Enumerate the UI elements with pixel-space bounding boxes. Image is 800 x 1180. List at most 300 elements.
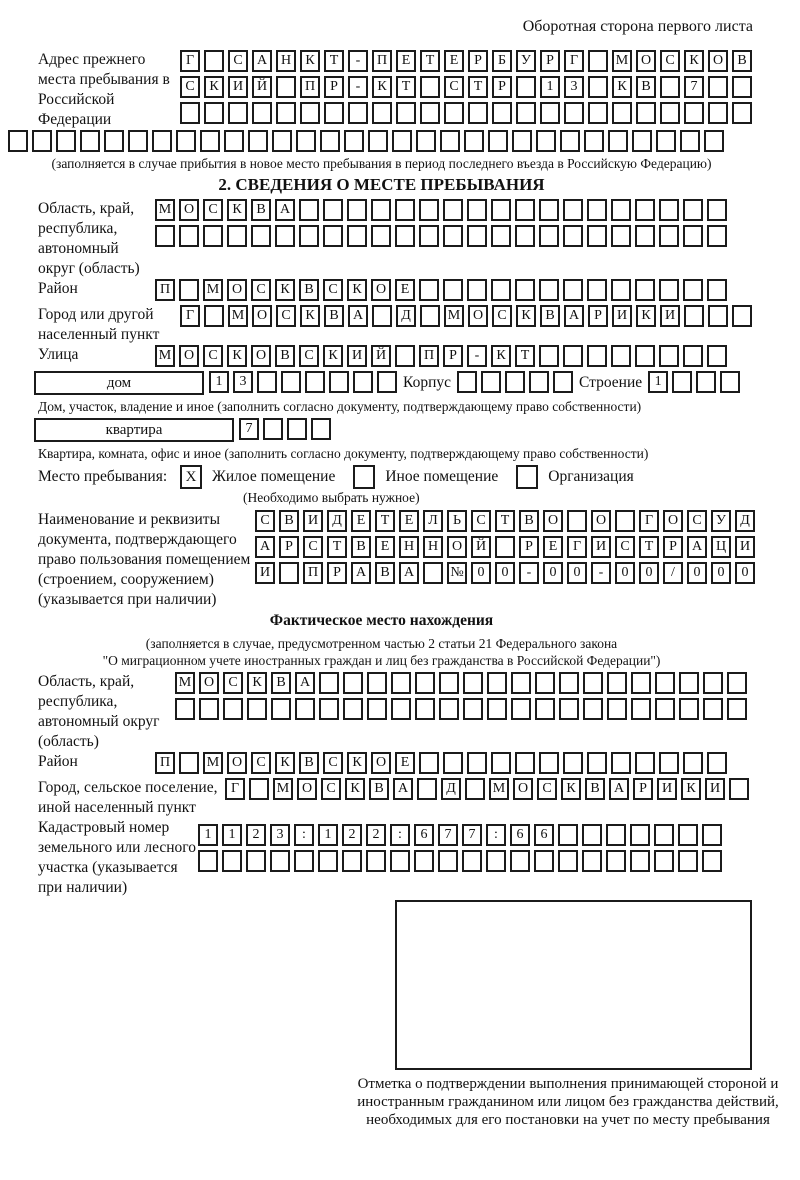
char-cell[interactable]: 0 [543, 562, 563, 584]
char-cell[interactable]: Р [588, 305, 608, 327]
char-cell[interactable]: 1 [648, 371, 668, 393]
char-cell[interactable]: Т [396, 76, 416, 98]
char-cell[interactable]: Р [540, 50, 560, 72]
char-cell[interactable]: В [369, 778, 389, 800]
char-cell[interactable] [179, 225, 199, 247]
char-cell[interactable]: А [351, 562, 371, 584]
char-cell[interactable]: 3 [270, 824, 290, 846]
char-cell[interactable] [558, 850, 578, 872]
char-cell[interactable] [659, 279, 679, 301]
char-cell[interactable]: 2 [366, 824, 386, 846]
char-cell[interactable]: 6 [414, 824, 434, 846]
char-cell[interactable]: К [491, 345, 511, 367]
char-cell[interactable] [481, 371, 501, 393]
char-cell[interactable] [263, 418, 283, 440]
char-cell[interactable] [630, 824, 650, 846]
char-cell[interactable]: 7 [438, 824, 458, 846]
char-cell[interactable]: Н [399, 536, 419, 558]
char-cell[interactable] [684, 102, 704, 124]
char-cell[interactable] [611, 279, 631, 301]
char-cell[interactable] [679, 698, 699, 720]
char-cell[interactable] [680, 130, 700, 152]
char-cell[interactable] [279, 562, 299, 584]
char-cell[interactable]: П [155, 279, 175, 301]
char-cell[interactable] [707, 345, 727, 367]
char-cell[interactable] [198, 850, 218, 872]
char-cell[interactable] [204, 305, 224, 327]
char-cell[interactable] [463, 672, 483, 694]
char-cell[interactable] [707, 225, 727, 247]
char-cell[interactable] [420, 76, 440, 98]
char-cell[interactable]: П [372, 50, 392, 72]
char-cell[interactable]: А [564, 305, 584, 327]
char-cell[interactable] [391, 672, 411, 694]
char-cell[interactable] [128, 130, 148, 152]
char-cell[interactable] [32, 130, 52, 152]
char-cell[interactable]: : [294, 824, 314, 846]
char-cell[interactable] [248, 130, 268, 152]
char-cell[interactable] [654, 824, 674, 846]
char-cell[interactable]: Е [399, 510, 419, 532]
char-cell[interactable] [635, 225, 655, 247]
char-cell[interactable]: С [323, 279, 343, 301]
char-cell[interactable] [515, 279, 535, 301]
char-cell[interactable]: С [492, 305, 512, 327]
char-cell[interactable] [635, 752, 655, 774]
char-cell[interactable] [539, 752, 559, 774]
char-cell[interactable]: К [347, 279, 367, 301]
char-cell[interactable]: О [591, 510, 611, 532]
char-cell[interactable] [536, 130, 556, 152]
char-cell[interactable]: В [271, 672, 291, 694]
char-cell[interactable] [155, 225, 175, 247]
char-cell[interactable] [659, 752, 679, 774]
char-cell[interactable] [227, 225, 247, 247]
char-cell[interactable]: Р [519, 536, 539, 558]
char-cell[interactable] [366, 850, 386, 872]
char-cell[interactable] [510, 850, 530, 872]
char-cell[interactable] [439, 698, 459, 720]
char-cell[interactable]: М [203, 752, 223, 774]
char-cell[interactable]: К [275, 752, 295, 774]
char-cell[interactable] [515, 752, 535, 774]
char-cell[interactable]: О [447, 536, 467, 558]
char-cell[interactable]: 1 [540, 76, 560, 98]
char-cell[interactable] [323, 225, 343, 247]
char-cell[interactable]: К [372, 76, 392, 98]
char-cell[interactable] [463, 698, 483, 720]
char-cell[interactable] [535, 672, 555, 694]
char-cell[interactable] [635, 345, 655, 367]
char-cell[interactable] [223, 698, 243, 720]
char-cell[interactable]: К [204, 76, 224, 98]
char-cell[interactable] [563, 279, 583, 301]
char-cell[interactable]: А [609, 778, 629, 800]
char-cell[interactable]: О [663, 510, 683, 532]
char-cell[interactable]: В [299, 752, 319, 774]
char-cell[interactable] [559, 672, 579, 694]
char-cell[interactable] [515, 199, 535, 221]
char-cell[interactable]: - [519, 562, 539, 584]
char-cell[interactable]: С [303, 536, 323, 558]
char-cell[interactable] [539, 225, 559, 247]
char-cell[interactable] [348, 102, 368, 124]
char-cell[interactable] [391, 698, 411, 720]
char-cell[interactable]: С [323, 752, 343, 774]
char-cell[interactable]: Г [639, 510, 659, 532]
char-cell[interactable]: К [323, 345, 343, 367]
char-cell[interactable]: С [251, 752, 271, 774]
char-cell[interactable]: Г [180, 305, 200, 327]
char-cell[interactable]: К [684, 50, 704, 72]
char-cell[interactable]: 0 [567, 562, 587, 584]
char-cell[interactable]: К [681, 778, 701, 800]
char-cell[interactable] [560, 130, 580, 152]
char-cell[interactable] [635, 199, 655, 221]
char-cell[interactable]: 0 [471, 562, 491, 584]
char-cell[interactable]: И [705, 778, 725, 800]
char-cell[interactable]: Д [441, 778, 461, 800]
char-cell[interactable]: 3 [233, 371, 253, 393]
char-cell[interactable] [467, 225, 487, 247]
char-cell[interactable] [392, 130, 412, 152]
char-cell[interactable] [419, 279, 439, 301]
char-cell[interactable] [462, 850, 482, 872]
char-cell[interactable]: О [468, 305, 488, 327]
char-cell[interactable]: И [591, 536, 611, 558]
char-cell[interactable]: К [300, 305, 320, 327]
char-cell[interactable] [329, 371, 349, 393]
char-cell[interactable] [294, 850, 314, 872]
char-cell[interactable]: К [636, 305, 656, 327]
char-cell[interactable] [371, 225, 391, 247]
char-cell[interactable]: Р [663, 536, 683, 558]
char-cell[interactable] [607, 698, 627, 720]
char-cell[interactable]: К [275, 279, 295, 301]
char-cell[interactable]: С [203, 345, 223, 367]
char-cell[interactable] [612, 102, 632, 124]
char-cell[interactable] [583, 698, 603, 720]
char-cell[interactable]: Ь [447, 510, 467, 532]
char-cell[interactable] [683, 345, 703, 367]
char-cell[interactable] [707, 279, 727, 301]
char-cell[interactable] [615, 510, 635, 532]
char-cell[interactable]: С [471, 510, 491, 532]
char-cell[interactable]: О [371, 752, 391, 774]
char-cell[interactable] [353, 371, 373, 393]
char-cell[interactable] [152, 130, 172, 152]
char-cell[interactable] [415, 672, 435, 694]
char-cell[interactable] [228, 102, 248, 124]
char-cell[interactable] [487, 698, 507, 720]
char-cell[interactable] [684, 305, 704, 327]
char-cell[interactable] [631, 698, 651, 720]
char-cell[interactable] [367, 672, 387, 694]
char-cell[interactable] [529, 371, 549, 393]
char-cell[interactable]: К [561, 778, 581, 800]
char-cell[interactable]: К [227, 199, 247, 221]
char-cell[interactable] [179, 279, 199, 301]
char-cell[interactable] [467, 199, 487, 221]
char-cell[interactable] [678, 850, 698, 872]
char-cell[interactable] [444, 102, 464, 124]
char-cell[interactable]: С [180, 76, 200, 98]
char-cell[interactable] [683, 199, 703, 221]
char-cell[interactable]: В [299, 279, 319, 301]
char-cell[interactable] [708, 305, 728, 327]
char-cell[interactable] [204, 50, 224, 72]
char-cell[interactable]: Н [276, 50, 296, 72]
char-cell[interactable] [488, 130, 508, 152]
char-cell[interactable] [582, 850, 602, 872]
char-cell[interactable]: К [345, 778, 365, 800]
char-cell[interactable] [707, 199, 727, 221]
char-cell[interactable] [584, 130, 604, 152]
char-cell[interactable]: О [227, 279, 247, 301]
char-cell[interactable]: Г [564, 50, 584, 72]
char-cell[interactable]: Е [375, 536, 395, 558]
char-cell[interactable] [246, 850, 266, 872]
char-cell[interactable] [606, 824, 626, 846]
char-cell[interactable] [654, 850, 674, 872]
char-cell[interactable] [587, 199, 607, 221]
char-cell[interactable] [660, 76, 680, 98]
char-cell[interactable] [224, 130, 244, 152]
char-cell[interactable]: А [275, 199, 295, 221]
char-cell[interactable]: И [255, 562, 275, 584]
char-cell[interactable]: И [612, 305, 632, 327]
char-cell[interactable] [702, 824, 722, 846]
char-cell[interactable] [464, 130, 484, 152]
char-cell[interactable] [343, 698, 363, 720]
char-cell[interactable] [272, 130, 292, 152]
char-cell[interactable] [377, 371, 397, 393]
char-cell[interactable]: М [489, 778, 509, 800]
char-cell[interactable] [319, 672, 339, 694]
char-cell[interactable] [56, 130, 76, 152]
char-cell[interactable] [252, 102, 272, 124]
char-cell[interactable]: М [203, 279, 223, 301]
char-cell[interactable]: Р [468, 50, 488, 72]
char-cell[interactable]: С [660, 50, 680, 72]
char-cell[interactable]: Г [567, 536, 587, 558]
char-cell[interactable]: Р [492, 76, 512, 98]
char-cell[interactable] [708, 76, 728, 98]
char-cell[interactable] [180, 102, 200, 124]
char-cell[interactable]: 0 [495, 562, 515, 584]
char-cell[interactable] [247, 698, 267, 720]
char-cell[interactable] [443, 225, 463, 247]
char-cell[interactable] [553, 371, 573, 393]
char-cell[interactable]: М [612, 50, 632, 72]
char-cell[interactable]: 1 [198, 824, 218, 846]
char-cell[interactable] [702, 850, 722, 872]
char-cell[interactable] [416, 130, 436, 152]
char-cell[interactable] [587, 225, 607, 247]
char-cell[interactable]: О [297, 778, 317, 800]
char-cell[interactable]: Т [420, 50, 440, 72]
char-cell[interactable] [305, 371, 325, 393]
char-cell[interactable]: Т [327, 536, 347, 558]
char-cell[interactable] [465, 778, 485, 800]
char-cell[interactable] [368, 130, 388, 152]
char-cell[interactable] [467, 279, 487, 301]
char-cell[interactable] [467, 752, 487, 774]
char-cell[interactable] [414, 850, 434, 872]
char-cell[interactable] [175, 698, 195, 720]
char-cell[interactable] [611, 225, 631, 247]
char-cell[interactable] [611, 752, 631, 774]
char-cell[interactable] [419, 752, 439, 774]
char-cell[interactable]: П [303, 562, 323, 584]
char-cell[interactable]: С [687, 510, 707, 532]
char-cell[interactable]: Е [444, 50, 464, 72]
char-cell[interactable] [655, 672, 675, 694]
char-cell[interactable] [222, 850, 242, 872]
char-cell[interactable]: С [203, 199, 223, 221]
char-cell[interactable] [564, 102, 584, 124]
char-cell[interactable]: № [447, 562, 467, 584]
char-cell[interactable]: О [543, 510, 563, 532]
house-box[interactable]: дом [34, 371, 204, 395]
char-cell[interactable]: 0 [639, 562, 659, 584]
char-cell[interactable]: А [393, 778, 413, 800]
char-cell[interactable] [419, 225, 439, 247]
char-cell[interactable] [732, 305, 752, 327]
char-cell[interactable]: 0 [735, 562, 755, 584]
char-cell[interactable] [417, 778, 437, 800]
char-cell[interactable]: М [228, 305, 248, 327]
char-cell[interactable]: Т [324, 50, 344, 72]
char-cell[interactable]: 2 [246, 824, 266, 846]
char-cell[interactable] [708, 102, 728, 124]
char-cell[interactable]: В [540, 305, 560, 327]
char-cell[interactable] [300, 102, 320, 124]
char-cell[interactable]: А [255, 536, 275, 558]
char-cell[interactable]: И [303, 510, 323, 532]
char-cell[interactable] [80, 130, 100, 152]
char-cell[interactable] [511, 698, 531, 720]
char-cell[interactable]: Р [327, 562, 347, 584]
char-cell[interactable] [563, 752, 583, 774]
char-cell[interactable]: С [321, 778, 341, 800]
char-cell[interactable]: 7 [239, 418, 259, 440]
char-cell[interactable]: И [660, 305, 680, 327]
char-cell[interactable] [635, 279, 655, 301]
char-cell[interactable] [487, 672, 507, 694]
char-cell[interactable]: В [279, 510, 299, 532]
char-cell[interactable]: Е [395, 279, 415, 301]
char-cell[interactable]: Ц [711, 536, 731, 558]
char-cell[interactable]: А [295, 672, 315, 694]
char-cell[interactable]: С [299, 345, 319, 367]
char-cell[interactable] [440, 130, 460, 152]
char-cell[interactable] [630, 850, 650, 872]
char-cell[interactable]: А [252, 50, 272, 72]
char-cell[interactable]: Р [324, 76, 344, 98]
char-cell[interactable]: Й [471, 536, 491, 558]
char-cell[interactable] [559, 698, 579, 720]
char-cell[interactable]: В [375, 562, 395, 584]
char-cell[interactable]: В [275, 345, 295, 367]
char-cell[interactable] [727, 698, 747, 720]
char-cell[interactable]: П [419, 345, 439, 367]
char-cell[interactable]: : [486, 824, 506, 846]
char-cell[interactable]: О [371, 279, 391, 301]
char-cell[interactable] [683, 752, 703, 774]
char-cell[interactable] [323, 199, 343, 221]
char-cell[interactable]: В [324, 305, 344, 327]
char-cell[interactable]: К [612, 76, 632, 98]
char-cell[interactable] [659, 225, 679, 247]
char-cell[interactable]: Г [225, 778, 245, 800]
char-cell[interactable] [587, 279, 607, 301]
apartment-box[interactable]: квартира [34, 418, 234, 442]
char-cell[interactable]: 6 [510, 824, 530, 846]
char-cell[interactable] [611, 199, 631, 221]
char-cell[interactable] [558, 824, 578, 846]
char-cell[interactable] [516, 102, 536, 124]
char-cell[interactable] [257, 371, 277, 393]
char-cell[interactable]: В [519, 510, 539, 532]
char-cell[interactable]: - [467, 345, 487, 367]
checkbox-organizatsiya[interactable] [516, 465, 538, 489]
char-cell[interactable] [608, 130, 628, 152]
char-cell[interactable] [311, 418, 331, 440]
char-cell[interactable] [495, 536, 515, 558]
char-cell[interactable] [588, 102, 608, 124]
char-cell[interactable] [8, 130, 28, 152]
char-cell[interactable] [179, 752, 199, 774]
char-cell[interactable]: О [513, 778, 533, 800]
char-cell[interactable] [631, 672, 651, 694]
char-cell[interactable] [632, 130, 652, 152]
char-cell[interactable] [672, 371, 692, 393]
char-cell[interactable]: С [444, 76, 464, 98]
char-cell[interactable] [396, 102, 416, 124]
char-cell[interactable]: О [252, 305, 272, 327]
char-cell[interactable] [588, 50, 608, 72]
char-cell[interactable]: Е [351, 510, 371, 532]
char-cell[interactable]: Р [633, 778, 653, 800]
char-cell[interactable] [203, 225, 223, 247]
char-cell[interactable]: Т [495, 510, 515, 532]
char-cell[interactable] [438, 850, 458, 872]
char-cell[interactable] [679, 672, 699, 694]
char-cell[interactable]: 1 [222, 824, 242, 846]
char-cell[interactable]: 1 [209, 371, 229, 393]
char-cell[interactable]: М [155, 345, 175, 367]
char-cell[interactable]: А [399, 562, 419, 584]
char-cell[interactable] [567, 510, 587, 532]
char-cell[interactable]: К [516, 305, 536, 327]
char-cell[interactable] [251, 225, 271, 247]
char-cell[interactable] [732, 76, 752, 98]
char-cell[interactable]: П [300, 76, 320, 98]
char-cell[interactable] [276, 102, 296, 124]
char-cell[interactable] [583, 672, 603, 694]
char-cell[interactable] [344, 130, 364, 152]
char-cell[interactable] [295, 698, 315, 720]
char-cell[interactable] [439, 672, 459, 694]
char-cell[interactable] [636, 102, 656, 124]
char-cell[interactable]: О [708, 50, 728, 72]
char-cell[interactable]: У [516, 50, 536, 72]
char-cell[interactable]: К [347, 752, 367, 774]
char-cell[interactable] [443, 279, 463, 301]
char-cell[interactable] [395, 225, 415, 247]
char-cell[interactable]: Д [735, 510, 755, 532]
